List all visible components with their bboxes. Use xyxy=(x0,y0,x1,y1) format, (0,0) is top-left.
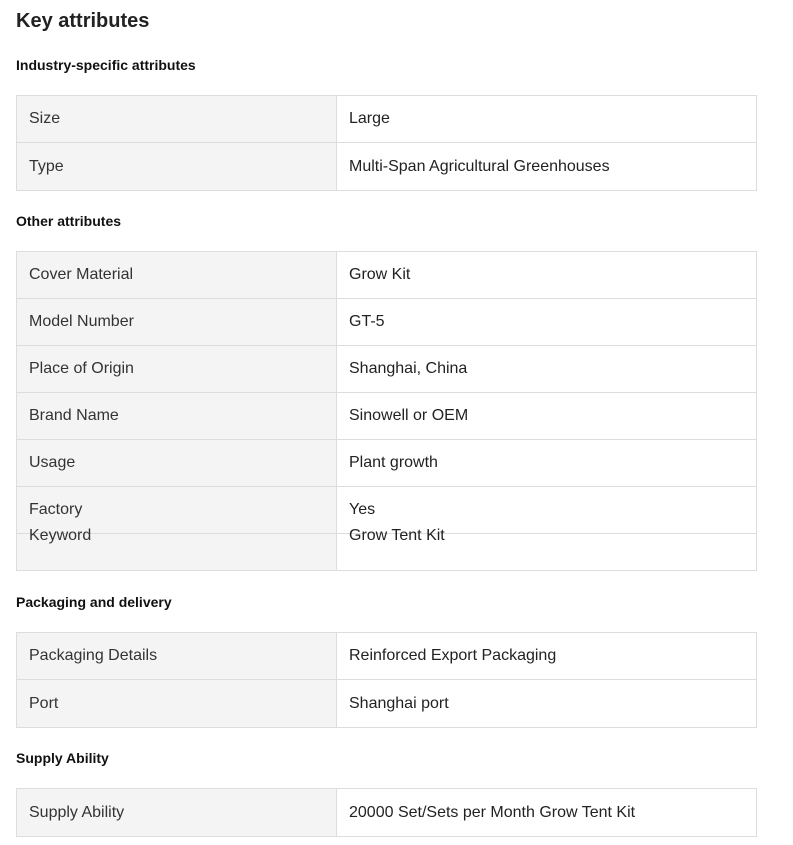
attribute-value: Shanghai, China xyxy=(349,360,468,377)
attribute-key: Type xyxy=(17,143,337,190)
supply-attributes-table xyxy=(16,788,757,837)
section-title-industry: Industry-specific attributes xyxy=(16,57,196,73)
attribute-value: 20000 Set/Sets per Month Grow Tent Kit xyxy=(349,803,636,821)
industry-attributes-table xyxy=(16,95,757,191)
section-title-other: Other attributes xyxy=(16,213,122,229)
other-attributes-table xyxy=(16,251,757,571)
attribute-value: Plant growth xyxy=(349,454,438,471)
attribute-key: Factory xyxy=(17,487,337,533)
attribute-key: Brand Name xyxy=(17,393,337,439)
table-row xyxy=(17,299,756,346)
attribute-value: Reinforced Export Packaging xyxy=(349,647,557,664)
section-title-packaging: Packaging and delivery xyxy=(16,594,172,610)
attribute-key: Usage xyxy=(17,440,337,486)
attribute-value: Multi-Span Agricultural Greenhouses xyxy=(349,157,610,175)
table-row xyxy=(17,393,756,440)
table-row xyxy=(17,143,756,190)
attribute-key xyxy=(17,527,337,570)
table-row xyxy=(17,440,756,487)
packaging-attributes-table xyxy=(16,632,757,728)
attribute-value-text: Grow Tent Kit xyxy=(349,527,445,544)
attribute-value: Grow Kit xyxy=(349,266,411,283)
table-row xyxy=(17,633,756,680)
attribute-key: Model Number xyxy=(17,299,337,345)
attribute-key: Port xyxy=(17,680,337,727)
page-title: Key attributes xyxy=(16,10,150,32)
attribute-value: Shanghai port xyxy=(349,694,449,712)
attribute-value: Large xyxy=(349,110,390,127)
table-row xyxy=(17,96,756,143)
table-row xyxy=(17,527,756,570)
table-row xyxy=(17,346,756,393)
table-row xyxy=(17,680,756,727)
section-title-supply: Supply Ability xyxy=(16,750,109,766)
table-row xyxy=(17,252,756,299)
attribute-value: Yes xyxy=(349,501,376,518)
attribute-value xyxy=(337,527,756,570)
table-row xyxy=(17,789,756,836)
attribute-value: GT-5 xyxy=(349,313,385,330)
attribute-key-text: Keyword xyxy=(29,527,92,544)
attribute-key: Supply Ability xyxy=(17,789,337,836)
attribute-key: Size xyxy=(17,96,337,142)
attribute-key: Place of Origin xyxy=(17,346,337,392)
attribute-value: Sinowell or OEM xyxy=(349,407,469,424)
attribute-key: Cover Material xyxy=(17,252,337,298)
attribute-key: Packaging Details xyxy=(17,633,337,679)
